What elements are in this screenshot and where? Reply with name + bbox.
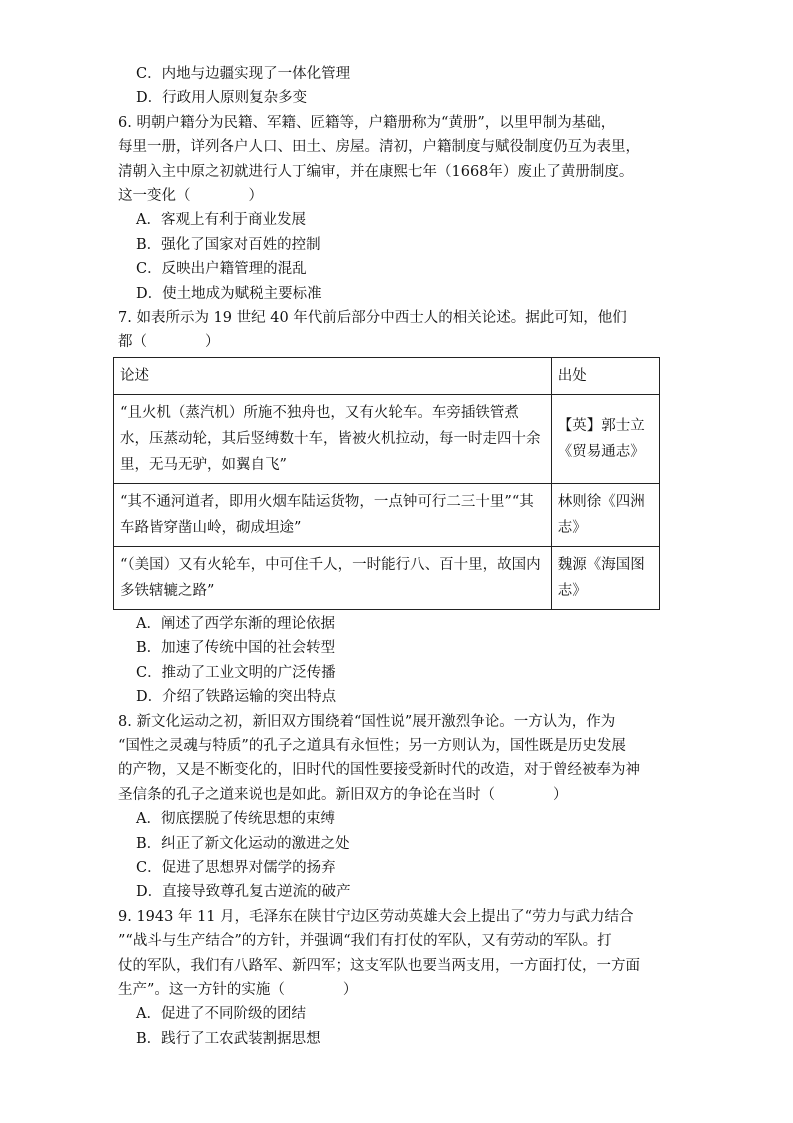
option-a[interactable]: A．客观上有利于商业发展 <box>136 212 306 229</box>
option-a[interactable]: A．阐述了西学东渐的理论依据 <box>136 615 335 632</box>
question-stem-line: 圣信条的孔子之道来说也是如此。新旧双方的争论在当时（ ） <box>118 786 568 803</box>
question-stem-line: 7. 如表所示为 19 世纪 40 年代前后部分中西士人的相关论述。据此可知，他们 <box>118 310 627 327</box>
option-d[interactable]: D．行政用人原则复杂多变 <box>136 90 308 107</box>
question-stem-line: 的产物，又是不断变化的，旧时代的国性要接受新时代的改造，对于曾经被奉为神 <box>118 762 640 779</box>
question-stem-line: 9. 1943 年 11 月，毛泽东在陕甘宁边区劳动英雄大会上提出了“劳力与武力结合 <box>118 908 634 925</box>
table-header-cell: 论述 <box>114 357 552 394</box>
option-a[interactable]: A．彻底摆脱了传统思想的束缚 <box>136 811 335 828</box>
option-b[interactable]: B．践行了工农武装割据思想 <box>136 1030 321 1047</box>
question-stem-line: 清朝入主中原之初就进行人丁编审，并在康熙七年（1668年）废止了黄册制度。 <box>118 163 634 180</box>
question-stem-line: 6. 明朝户籍分为民籍、军籍、匠籍等，户籍册称为“黄册”，以里甲制为基础， <box>118 114 616 131</box>
source-cell: 林则徐《四洲志》 <box>551 483 659 546</box>
table-row <box>114 483 660 546</box>
source-cell: 【英】郭士立《贸易通志》 <box>551 394 659 483</box>
table-row <box>114 394 660 483</box>
question-stem-line: 都（ ） <box>118 334 220 351</box>
question-stem-line: 仗的军队，我们有八路军、新四军；这支军队也要当两支用，一方面打仗，一方面 <box>118 957 640 974</box>
table-header-row <box>114 357 660 394</box>
option-c[interactable]: C．反映出户籍管理的混乱 <box>136 261 307 278</box>
option-c[interactable]: C．内地与边疆实现了一体化管理 <box>136 66 351 82</box>
option-d[interactable]: D．介绍了铁路运输的突出特点 <box>136 689 337 706</box>
question-stem-line: 每里一册，详列各户人口、田土、房屋。清初，户籍制度与赋役制度仍互为表里， <box>118 139 640 156</box>
exam-page <box>118 62 678 1051</box>
option-a[interactable]: A．促进了不同阶级的团结 <box>136 1006 306 1023</box>
question-stem-line: “国性之灵魂与特质”的孔子之道具有永恒性；另一方则认为，国性既是历史发展 <box>118 737 626 754</box>
option-c[interactable]: C．促进了思想界对儒学的扬弃 <box>136 859 336 876</box>
question-9 <box>118 905 678 1051</box>
source-table <box>113 357 660 610</box>
source-cell: 魏源《海国图志》 <box>551 546 659 609</box>
question-6 <box>118 111 678 306</box>
quote-cell: “且火机（蒸汽机）所施不独舟也，又有火轮车。车旁插铁管煮水，压蒸动轮，其后竖缚数十车，皆被火机拉动，每一时走四十余里，无马无驴，如翼自飞” <box>114 394 552 483</box>
table-header-cell: 出处 <box>551 357 659 394</box>
option-d[interactable]: D．使土地成为赋税主要标准 <box>136 285 322 302</box>
question-8 <box>118 710 678 905</box>
question-7 <box>118 306 678 709</box>
quote-cell: “（美国）又有火轮车，中可住千人，一时能行八、百十里，故国内多铁辖辘之路” <box>114 546 552 609</box>
question-stem-line: 生产”。这一方针的实施（ ） <box>118 981 358 998</box>
table-row <box>114 546 660 609</box>
quote-cell: “其不通河道者，即用火烟车陆运货物，一点钟可行二三十里”“其车路皆穿凿山岭，砌成坦途” <box>114 483 552 546</box>
question-stem-line: ”“战斗与生产结合”的方针，并强调“我们有打仗的军队，又有劳动的军队。打 <box>118 933 612 950</box>
question-5-tail <box>118 62 678 111</box>
option-d[interactable]: D．直接导致尊孔复古逆流的破产 <box>136 884 351 901</box>
option-b[interactable]: B．纠正了新文化运动的激进之处 <box>136 835 350 852</box>
option-b[interactable]: B．强化了国家对百姓的控制 <box>136 236 321 253</box>
option-b[interactable]: B．加速了传统中国的社会转型 <box>136 640 336 657</box>
question-stem-line: 8. 新文化运动之初，新旧双方围绕着“国性说”展开激烈争论。一方认为，作为 <box>118 713 616 730</box>
option-c[interactable]: C．推动了工业文明的广泛传播 <box>136 664 336 681</box>
question-stem-line: 这一变化（ ） <box>118 188 263 205</box>
